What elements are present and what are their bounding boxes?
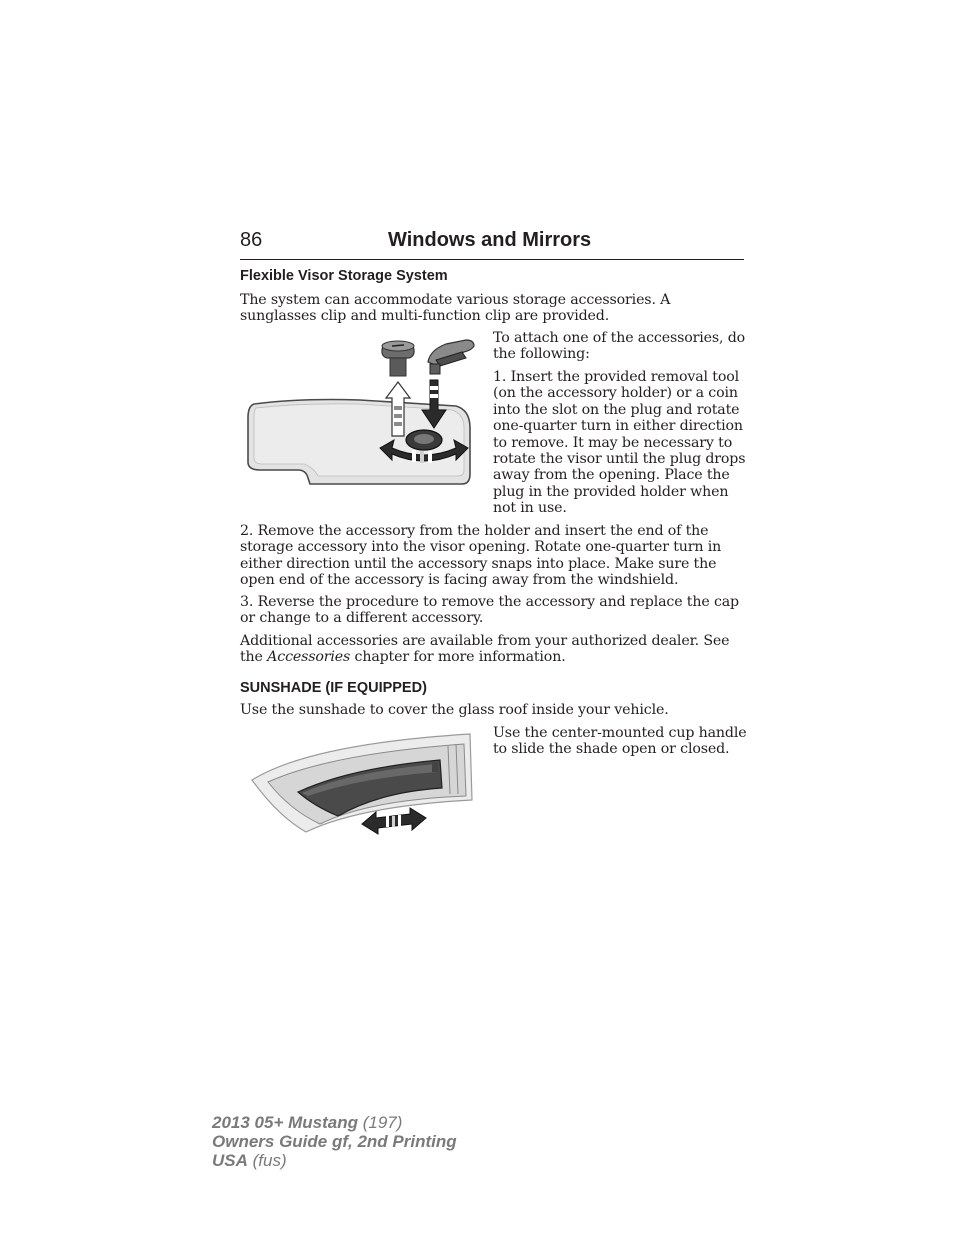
sunshade-handle: Use the center-mounted cup handle to slide the shade open or closed. xyxy=(493,725,747,758)
footer-model: 2013 05+ Mustang xyxy=(212,1113,358,1132)
visor-intro: The system can accommodate various storage accessories. A sunglasses clip and multi-function clip are provided. xyxy=(240,292,671,325)
footer-market-code: (fus) xyxy=(252,1151,287,1170)
footer-market: USA xyxy=(212,1151,248,1170)
footer xyxy=(212,1113,457,1170)
footer-line-3 xyxy=(212,1151,457,1170)
header-rule xyxy=(240,259,744,260)
footer-model-code: (197) xyxy=(362,1113,403,1132)
step-3: 3. Reverse the procedure to remove the accessory and replace the cap or change to a different accessory. xyxy=(240,594,739,627)
sunshade-intro: Use the sunshade to cover the glass roof inside your vehicle. xyxy=(240,702,669,718)
additional-accessories xyxy=(240,633,746,666)
footer-line-2 xyxy=(212,1132,457,1151)
visor-heading: Flexible Visor Storage System xyxy=(240,268,448,284)
page-number: 86 xyxy=(240,229,263,251)
chapter-title: Windows and Mirrors xyxy=(388,229,592,251)
sunshade-illustration xyxy=(250,732,475,838)
attach-intro: To attach one of the accessories, do the following: xyxy=(493,330,746,363)
step-2: 2. Remove the accessory from the holder and insert the end of the storage accessory into the visor opening. Rotate one-quarter turn in either direction until the accessory snaps into place. Make sure the open end of the accessory is facing away from the windshield. xyxy=(240,523,722,589)
additional-text-post: chapter for more information. xyxy=(354,649,566,666)
step-1: 1. Insert the provided removal tool (on the accessory holder) or a coin into the slot on the plug and rotate one-quarter turn in either direction to remove. It may be necessary to rotate the visor until the plug drops away from the opening. Place the plug in the provided holder when not in use. xyxy=(493,369,746,517)
visor-illustration xyxy=(240,336,480,488)
sunshade-heading: SUNSHADE (IF EQUIPPED) xyxy=(240,680,427,696)
footer-line-1 xyxy=(212,1113,457,1132)
additional-text-pre: Additional accessories are available from your authorized dealer. See the xyxy=(240,633,730,666)
accessories-reference: Accessories xyxy=(267,649,351,666)
footer-guide: Owners Guide gf, 2nd Printing xyxy=(212,1132,457,1151)
